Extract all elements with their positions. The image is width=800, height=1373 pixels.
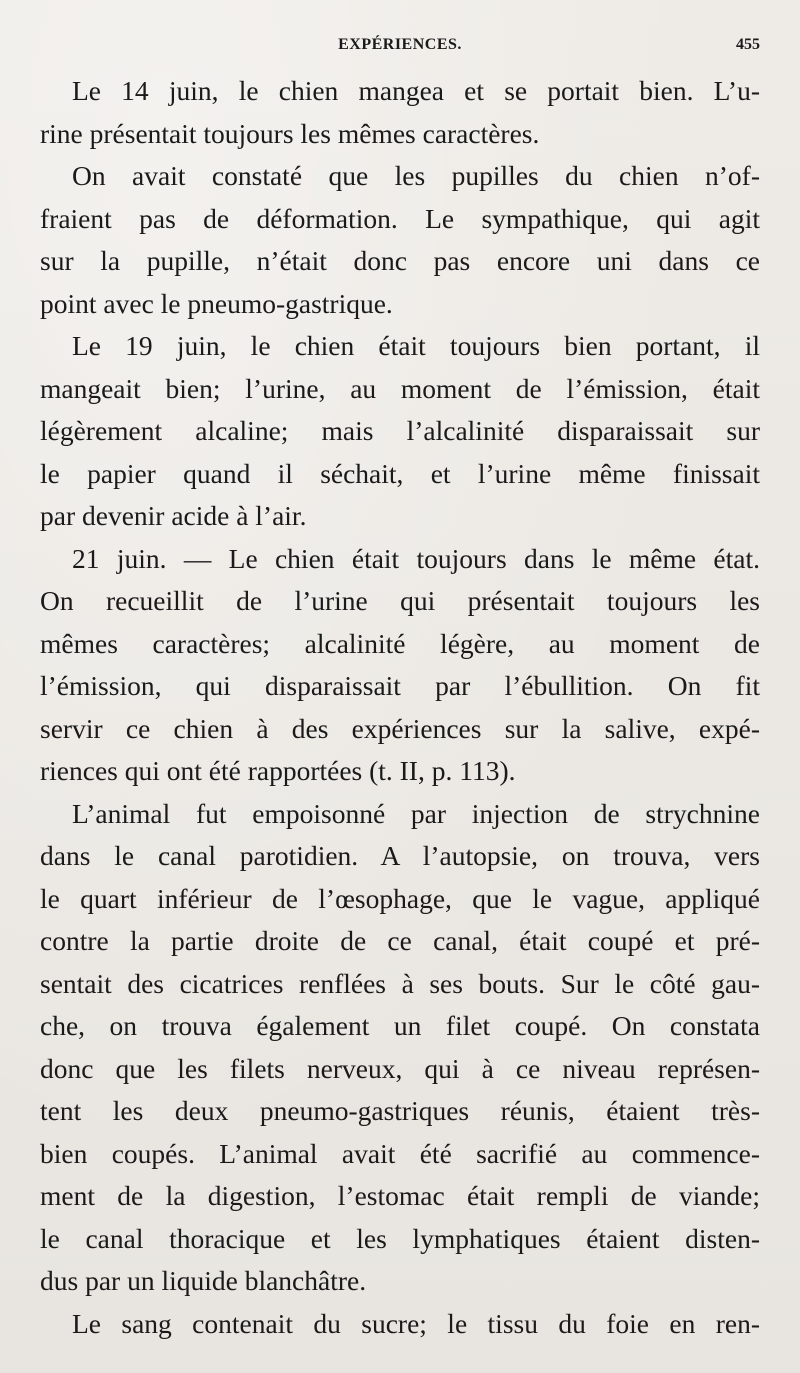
text-line: sentait des cicatrices renflées à ses bouts. Sur le côté gau- [40, 967, 760, 999]
text-line: bien coupés. L’animal avait été sacrifié au commence- [40, 1137, 760, 1169]
text-line: le papier quand il séchait, et l’urine même finissait [40, 457, 760, 489]
text-line: contre la partie droite de ce canal, était coupé et pré- [40, 925, 760, 956]
text-line: Le 14 juin, le chien mangea et se portait bien. L’u- [72, 75, 760, 106]
text-line: Le sang contenait du sucre; le tissu du foie en ren- [72, 1307, 760, 1339]
text-line: sur la pupille, n’était donc pas encore uni dans ce [40, 245, 760, 276]
text-line: le canal thoracique et les lymphatiques étaient disten- [40, 1222, 760, 1254]
text-line: mêmes caractères; alcalinité légère, au moment de [40, 627, 760, 659]
text-line: mangeait bien; l’urine, au moment de l’émission, était [40, 372, 760, 404]
text-line: légèrement alcaline; mais l’alcalinité disparaissait sur [40, 415, 760, 446]
page-number: 455 [736, 36, 760, 53]
text-line: L’animal fut empoisonné par injection de strychnine [72, 797, 760, 829]
text-line: par devenir acide à l’air. [40, 500, 307, 531]
text-line: donc que les filets nerveux, qui à ce niveau représen- [40, 1052, 760, 1084]
text-line: 21 juin. — Le chien était toujours dans le même état. [72, 542, 760, 574]
text-line: fraient pas de déformation. Le sympathique, qui agit [40, 202, 760, 234]
text-line: Le 19 juin, le chien était toujours bien portant, il [72, 330, 760, 361]
text-line: dans le canal parotidien. A l’autopsie, on trouva, vers [40, 840, 760, 871]
text-line: rine présentait toujours les mêmes caractères. [40, 117, 540, 149]
text-line: le quart inférieur de l’œsophage, que le vague, appliqué [40, 882, 760, 914]
text-line: ment de la digestion, l’estomac était rempli de viande; [40, 1180, 760, 1211]
text-line: servir ce chien à des expériences sur la salive, expé- [40, 712, 760, 744]
text-line: On avait constaté que les pupilles du chien n’of- [72, 160, 760, 191]
page-header [40, 36, 760, 58]
text-line: point avec le pneumo-gastrique. [40, 287, 393, 319]
running-title: EXPÉRIENCES. [338, 36, 462, 53]
text-line: riences qui ont été rapportées (t. II, p. 113). [40, 755, 516, 786]
text-line: l’émission, qui disparaissait par l’ébullition. On fit [40, 670, 760, 701]
text-line: On recueillit de l’urine qui présentait toujours les [40, 585, 760, 616]
text-line: dus par un liquide blanchâtre. [40, 1265, 367, 1296]
body-text [40, 70, 760, 1345]
text-line: che, on trouva également un filet coupé. On constata [40, 1010, 760, 1041]
text-line: tent les deux pneumo-gastriques réunis, étaient très- [40, 1095, 760, 1126]
